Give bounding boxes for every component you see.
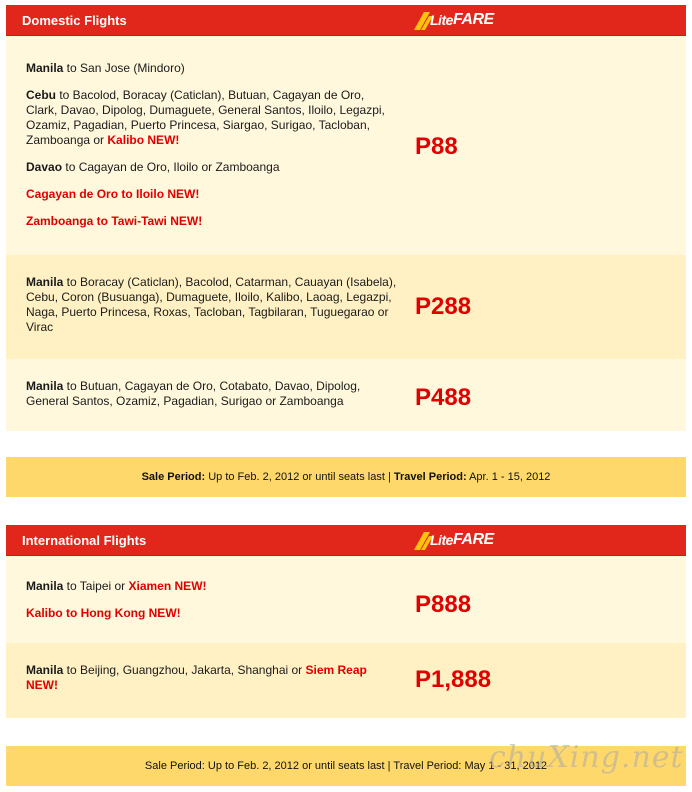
domestic-flights-section	[6, 5, 686, 431]
domestic-title: Domestic Flights	[22, 13, 127, 28]
fare-row-p888	[6, 556, 686, 643]
litefare-logo: Lite FARE	[410, 10, 490, 30]
route-paragraph: Manila to Beijing, Guangzhou, Jakarta, Shanghai or Siem Reap NEW!	[26, 663, 367, 692]
litefare-logo: Lite FARE	[410, 530, 490, 550]
domestic-header	[6, 5, 686, 36]
sale-period-bar-domestic: Sale Period: Up to Feb. 2, 2012 or until seats last | Travel Period: Apr. 1 - 15, 2012	[6, 457, 686, 497]
route-paragraph: Davao to Cagayan de Oro, Iloilo or Zamboanga	[26, 160, 280, 174]
sale-period-bar-international: Sale Period: Up to Feb. 2, 2012 or until seats last | Travel Period: May 1 - 31, 2012	[6, 746, 686, 786]
fare-row-p1888	[6, 643, 686, 718]
fare-price: P888	[415, 591, 472, 618]
fare-price: P488	[415, 384, 472, 411]
route-paragraph: Zamboanga to Tawi-Tawi NEW!	[26, 214, 203, 228]
route-paragraph: Cebu to Bacolod, Boracay (Caticlan), Butuan, Cagayan de Oro, Clark, Davao, Dipolog, Dumaguete, General Santos, Iloilo, Legazpi, Ozamiz, Pagadian, Puerto Princesa, Siargao, Surigao, Tacloban, Zamboanga or Kalibo NEW!	[26, 88, 385, 147]
fare-price: P1,888	[415, 666, 492, 693]
route-paragraph: Manila to Boracay (Caticlan), Bacolod, Catarman, Cauayan (Isabela), Cebu, Coron (Busuanga), Dumaguete, Iloilo, Kalibo, Laoag, Legazpi, Naga, Puerto Princesa, Roxas, Tacloban, Tagbilaran, Tuguegarao or Virac	[26, 275, 397, 334]
route-paragraph: Manila to Taipei or Xiamen NEW!	[26, 579, 207, 593]
fare-price: P288	[415, 293, 472, 320]
fare-row-p488	[6, 359, 686, 431]
fare-row-p288	[6, 255, 686, 359]
international-header	[6, 525, 686, 556]
route-paragraph: Kalibo to Hong Kong NEW!	[26, 606, 181, 620]
international-flights-section	[6, 525, 686, 718]
watermark: chuXing.net	[489, 740, 684, 775]
fare-row-p88	[6, 36, 686, 255]
fare-price: P88	[415, 133, 458, 160]
route-paragraph: Manila to San Jose (Mindoro)	[26, 61, 185, 75]
international-title: International Flights	[22, 533, 147, 548]
route-paragraph: Manila to Butuan, Cagayan de Oro, Cotabato, Davao, Dipolog, General Santos, Ozamiz, Pagadian, Surigao or Zamboanga	[26, 379, 361, 408]
route-paragraph: Cagayan de Oro to Iloilo NEW!	[26, 187, 200, 201]
